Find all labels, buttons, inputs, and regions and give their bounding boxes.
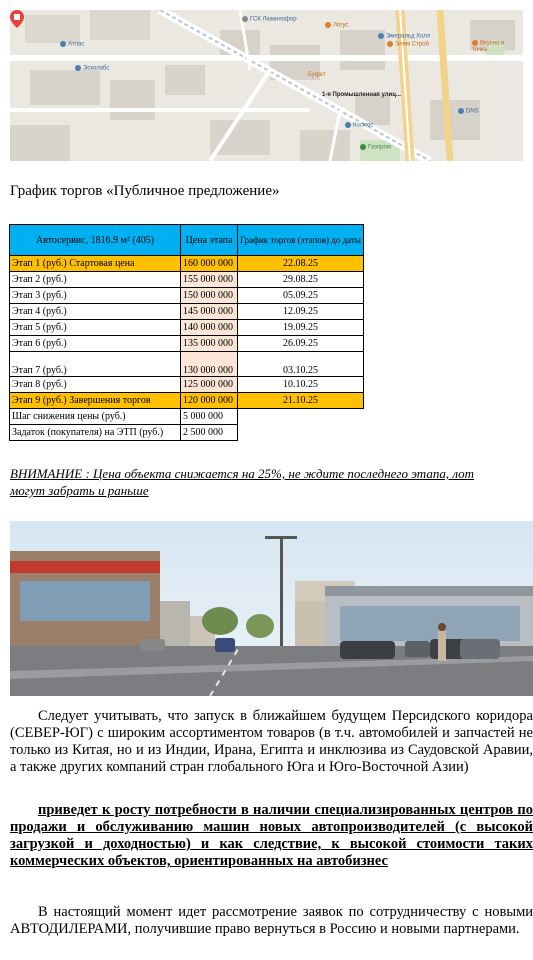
stage-label: Этап 3 (руб.): [10, 288, 181, 304]
table-row: [10, 393, 364, 409]
paragraph-persian-corridor: Следует учитывать, что запуск в ближайшем будущем Персидского коридора (СЕВЕР-ЮГ) с широким ассортиментом товаров (в т.ч. автомобилей и запчастей не только из Китая, но и из Индии, Ирана, Египта и инклюзива из Саудовской Аравии, а также других компаний стран глобального Юга и Юго-Восточной Азии): [10, 708, 533, 775]
empty-cell: [238, 409, 364, 425]
stage-date: 19.09.25: [238, 320, 364, 336]
schedule-heading: График торгов «Публичное предложение»: [10, 183, 280, 199]
map-label-atlas: Атлас: [60, 41, 84, 48]
price-warning: ВНИМАНИЕ : Цена объекта снижается на 25%, не ждите последнего этапа, лот могут забрать и раньше: [10, 466, 475, 498]
map-label-address: 1-я Промышленная улиц...: [322, 92, 401, 98]
deposit-value: 2 500 000: [181, 425, 238, 441]
map-label-elemstroy: Элем Строй: [387, 41, 429, 48]
stage-label: Этап 4 (руб.): [10, 304, 181, 320]
building-icon: [378, 33, 384, 39]
stage-date: 03.10.25: [238, 352, 364, 377]
map-label-emerald: Эмеральд Холл: [378, 33, 430, 40]
map-label-gsk: ГСК Люминофор: [242, 16, 297, 23]
location-pin-icon[interactable]: [10, 10, 24, 28]
building-icon: [345, 122, 351, 128]
stage-price: 145 000 000: [181, 304, 238, 320]
stage-label: Этап 7 (руб.): [10, 352, 181, 377]
stage-price: 140 000 000: [181, 320, 238, 336]
empty-cell: [238, 425, 364, 441]
table-header-row: [10, 225, 364, 256]
street-photo-graphics: [10, 521, 533, 696]
stage-date: 29.08.25: [238, 272, 364, 288]
shop-icon: [458, 108, 464, 114]
street-photo: [10, 521, 533, 696]
column-header-date: График торгов (этапов) до даты: [238, 225, 364, 256]
stage-date: 05.09.25: [238, 288, 364, 304]
stage-label: Этап 1 (руб.) Стартовая цена: [10, 256, 181, 272]
stage-date: 12.09.25: [238, 304, 364, 320]
paragraph-demand-growth: приведет к росту потребности в наличии специализированных центров по продажи и обслуживанию машин новых автопроизводителей (с высокой загрузкой и доходностью) и как следствие, к высокой стоимости таких коммерческих объектов, ориентированных на автобизнес: [10, 802, 533, 869]
stage-price: 120 000 000: [181, 393, 238, 409]
stage-price: 150 000 000: [181, 288, 238, 304]
stage-price: 155 000 000: [181, 272, 238, 288]
stage-label: Этап 2 (руб.): [10, 272, 181, 288]
stage-date: 26.09.25: [238, 336, 364, 352]
stage-label: Этап 9 (руб.) Завершения торгов: [10, 393, 181, 409]
column-header-price: Цена этапа: [181, 225, 238, 256]
garage-icon: [242, 16, 248, 22]
stage-price: 130 000 000: [181, 352, 238, 377]
stage-date: 21.10.25: [238, 393, 364, 409]
table-row: [10, 336, 364, 352]
table-row: [10, 320, 364, 336]
table-row: [10, 377, 364, 393]
table-row: [10, 288, 364, 304]
map-label-kosmos: Космос: [345, 122, 373, 129]
map-label-logus: Логус: [325, 22, 348, 29]
map-label-buffet: Буфет: [308, 72, 326, 78]
step-label: Шаг снижения цены (руб.): [10, 409, 181, 425]
stage-label: Этап 6 (руб.): [10, 336, 181, 352]
restaurant-icon: [472, 40, 478, 46]
building-icon: [60, 41, 66, 47]
building-icon: [75, 65, 81, 71]
deposit-label: Задаток (покупателя) на ЭТП (руб.): [10, 425, 181, 441]
table-row: [10, 352, 364, 377]
fuel-icon: [360, 144, 366, 150]
stage-label: Этап 8 (руб.): [10, 377, 181, 393]
table-row: [10, 272, 364, 288]
map-label-eskolab: Эсколабс: [75, 65, 109, 72]
stage-label: Этап 5 (руб.): [10, 320, 181, 336]
auction-schedule-table: [9, 224, 364, 441]
table-row: [10, 304, 364, 320]
table-row: [10, 256, 364, 272]
map-graphics: [10, 10, 523, 161]
stage-price: 160 000 000: [181, 256, 238, 272]
paragraph-dealers: В настоящий момент идет рассмотрение заявок по сотрудничеству с новыми АВТОДИЛЕРАМИ, получившие право вернуться в Россию и новыми партнерами.: [10, 904, 533, 937]
table-row-step: [10, 409, 364, 425]
stage-date: 22.08.25: [238, 256, 364, 272]
table-row-deposit: [10, 425, 364, 441]
location-map[interactable]: [10, 10, 523, 161]
shop-icon: [325, 22, 331, 28]
shop-icon: [387, 41, 393, 47]
map-label-dns: DNS: [458, 108, 479, 115]
stage-price: 125 000 000: [181, 377, 238, 393]
step-value: 5 000 000: [181, 409, 238, 425]
stage-date: 10.10.25: [238, 377, 364, 393]
stage-price: 135 000 000: [181, 336, 238, 352]
map-label-gazprom: Газпром: [360, 144, 391, 151]
map-label-vkusno: Вкусно и точка: [472, 40, 505, 53]
column-header-object: Автосервис, 1816.9 м² (405): [10, 225, 181, 256]
